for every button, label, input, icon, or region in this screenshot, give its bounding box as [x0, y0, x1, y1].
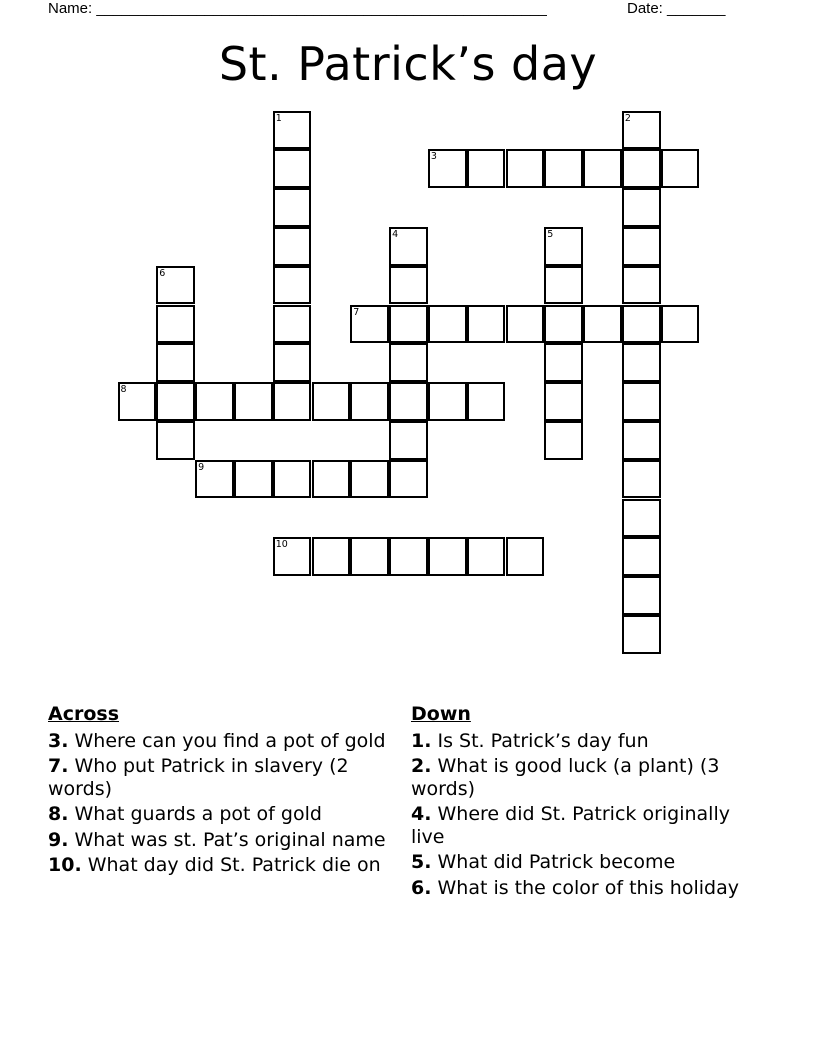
clue-number: 6. — [411, 876, 432, 899]
grid-cell[interactable] — [156, 382, 195, 421]
grid-cell[interactable] — [273, 227, 312, 266]
down-clue — [411, 851, 756, 874]
clue-number: 5. — [411, 851, 432, 873]
grid-cell[interactable] — [389, 266, 428, 305]
date-field[interactable]: Date: _______ — [627, 0, 726, 17]
down-clue — [411, 730, 756, 753]
grid-cell[interactable] — [273, 343, 312, 382]
grid-cell[interactable] — [506, 149, 545, 188]
grid-cell[interactable] — [428, 305, 467, 344]
grid-cell[interactable] — [622, 305, 661, 344]
clue-number: 2. — [411, 755, 432, 777]
page-title: St. Patrick’s day — [218, 37, 598, 91]
grid-cell[interactable] — [350, 460, 389, 499]
grid-cell[interactable] — [622, 266, 661, 305]
grid-cell[interactable] — [389, 227, 428, 266]
grid-cell[interactable] — [273, 188, 312, 227]
clue-text: What guards a pot of gold — [74, 803, 322, 825]
grid-cell[interactable] — [544, 305, 583, 344]
clue-number-label: 10 — [275, 539, 288, 551]
down-clue — [411, 803, 756, 848]
grid-cell[interactable] — [583, 305, 622, 344]
clue-text: What is good luck (a plant) (3 words) — [411, 755, 720, 800]
grid-cell[interactable] — [622, 111, 661, 150]
grid-cell[interactable] — [622, 188, 661, 227]
across-clues — [48, 703, 393, 880]
grid-cell[interactable] — [156, 305, 195, 344]
clue-text: What did Patrick become — [437, 851, 676, 873]
grid-cell[interactable] — [350, 382, 389, 421]
clue-number-label: 8 — [120, 384, 127, 396]
down-clue — [411, 877, 756, 900]
clue-number-label: 3 — [430, 151, 437, 163]
clue-number-label: 9 — [198, 461, 205, 473]
grid-cell[interactable] — [273, 111, 312, 150]
across-clue — [48, 854, 393, 877]
grid-cell[interactable] — [156, 421, 195, 460]
grid-cell[interactable] — [544, 343, 583, 382]
clue-number: 10. — [48, 854, 82, 876]
grid-cell[interactable] — [622, 615, 661, 654]
grid-cell[interactable] — [312, 460, 351, 499]
grid-cell[interactable] — [312, 537, 351, 576]
clue-number-label: 2 — [624, 112, 631, 124]
down-clues — [411, 703, 756, 902]
grid-cell[interactable] — [273, 149, 312, 188]
grid-cell[interactable] — [389, 343, 428, 382]
grid-cell[interactable] — [389, 537, 428, 576]
clue-text: What day did St. Patrick die on — [87, 854, 381, 876]
grid-cell[interactable] — [661, 149, 700, 188]
grid-cell[interactable] — [622, 421, 661, 460]
grid-cell[interactable] — [428, 149, 467, 188]
grid-cell[interactable] — [389, 460, 428, 499]
clue-number-label: 6 — [159, 267, 166, 279]
grid-cell[interactable] — [118, 382, 157, 421]
grid-cell[interactable] — [544, 382, 583, 421]
grid-cell[interactable] — [467, 537, 506, 576]
grid-cell[interactable] — [195, 382, 234, 421]
grid-cell[interactable] — [622, 460, 661, 499]
grid-cell[interactable] — [273, 460, 312, 499]
grid-cell[interactable] — [622, 149, 661, 188]
clue-number-label: 7 — [353, 306, 360, 318]
grid-cell[interactable] — [156, 266, 195, 305]
grid-cell[interactable] — [389, 421, 428, 460]
grid-cell[interactable] — [544, 421, 583, 460]
grid-cell[interactable] — [234, 382, 273, 421]
down-clue — [411, 755, 756, 800]
clue-number: 1. — [411, 729, 432, 752]
grid-cell[interactable] — [156, 343, 195, 382]
clue-text: Who put Patrick in slavery (2 words) — [48, 755, 349, 800]
clue-number: 8. — [48, 803, 69, 825]
grid-cell[interactable] — [389, 382, 428, 421]
grid-cell[interactable] — [350, 305, 389, 344]
clue-text: What is the color of this holiday — [437, 876, 739, 899]
grid-cell[interactable] — [622, 343, 661, 382]
grid-cell[interactable] — [467, 149, 506, 188]
grid-cell[interactable] — [273, 305, 312, 344]
grid-cell[interactable] — [273, 382, 312, 421]
grid-cell[interactable] — [622, 499, 661, 538]
grid-cell[interactable] — [622, 227, 661, 266]
clue-number-label: 4 — [392, 228, 399, 240]
grid-cell[interactable] — [467, 305, 506, 344]
grid-cell[interactable] — [622, 382, 661, 421]
clue-text: Where can you find a pot of gold — [74, 729, 386, 752]
grid-cell[interactable] — [428, 382, 467, 421]
grid-cell[interactable] — [622, 537, 661, 576]
grid-cell[interactable] — [467, 382, 506, 421]
name-field[interactable]: Name: ______________________________________________________ — [48, 0, 547, 17]
clue-number: 3. — [48, 729, 69, 752]
grid-cell[interactable] — [389, 305, 428, 344]
down-heading: Down — [411, 703, 471, 725]
grid-cell[interactable] — [544, 149, 583, 188]
clue-number: 9. — [48, 828, 69, 851]
clue-number-label: 5 — [547, 228, 554, 240]
grid-cell[interactable] — [544, 227, 583, 266]
grid-cell[interactable] — [506, 537, 545, 576]
grid-cell[interactable] — [273, 537, 312, 576]
across-clue — [48, 829, 393, 852]
clue-text: What was st. Pat’s original name — [74, 828, 386, 851]
across-clue — [48, 730, 393, 753]
clue-text: Is St. Patrick’s day fun — [437, 729, 649, 752]
grid-cell[interactable] — [428, 537, 467, 576]
clue-number: 4. — [411, 803, 432, 825]
grid-cell[interactable] — [234, 460, 273, 499]
grid-cell[interactable] — [195, 460, 234, 499]
clue-number: 7. — [48, 755, 69, 777]
grid-cell[interactable] — [622, 576, 661, 615]
grid-cell[interactable] — [583, 149, 622, 188]
clue-text: Where did St. Patrick originally live — [411, 803, 730, 848]
grid-cell[interactable] — [273, 266, 312, 305]
clue-number-label: 1 — [275, 112, 282, 124]
grid-cell[interactable] — [312, 382, 351, 421]
across-heading: Across — [48, 703, 120, 725]
grid-cell[interactable] — [506, 305, 545, 344]
grid-cell[interactable] — [661, 305, 700, 344]
across-clue — [48, 803, 393, 826]
grid-cell[interactable] — [350, 537, 389, 576]
across-clue — [48, 755, 393, 800]
grid-cell[interactable] — [544, 266, 583, 305]
